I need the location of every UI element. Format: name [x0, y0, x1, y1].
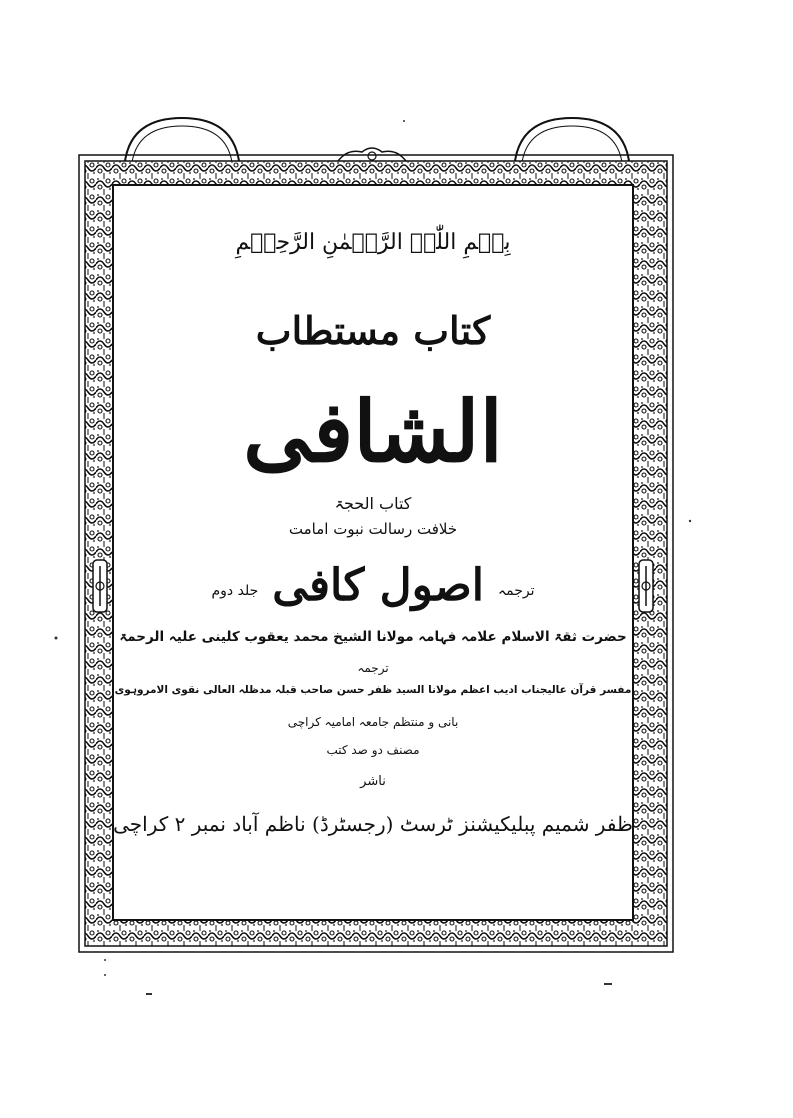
author-line: حضرت ثقۃ الاسلام علامہ فہامہ مولانا الشیخ محمد یعقوب کلینی علیہ الرحمۃ	[119, 629, 627, 645]
side-clasp-right	[639, 560, 653, 612]
book-topics: خلافت رسالت نبوت امامت	[288, 520, 458, 538]
translated-by-label: ترجمہ	[357, 661, 389, 675]
book-subtitle: کتاب الحجۃ	[334, 494, 412, 513]
book-title-main: الشافی	[243, 382, 503, 481]
book-title-line1: کتاب مستطاب	[255, 308, 491, 353]
publisher-name: ظفر شمیم پبلیکیشنز ٹرسٹ (رجسٹرڈ) ناظم آباد نمبر ۲ کراچی	[113, 812, 633, 836]
side-clasp-left	[93, 560, 107, 612]
usool-title: اصول کافی	[272, 560, 484, 611]
publisher-label: ناشر	[360, 774, 386, 789]
translation-prefix: ترجمہ	[497, 583, 535, 599]
usool-title-row	[113, 558, 633, 611]
volume-label: جلد دوم	[211, 583, 259, 599]
bismillah: بِسۡمِ اللّٰہِ الرَّحۡمٰنِ الرَّحِیۡمِ	[235, 230, 511, 255]
translator-works: مصنف دو صد کتب	[326, 743, 420, 757]
translator-role: بانی و منتظم جامعہ امامیہ کراچی	[287, 715, 459, 729]
translator-line: مفسر قرآن عالیجناب ادیب اعظم مولانا السید ظفر حسن صاحب قبلہ مدظلہ العالی نقوی الامروہوی	[114, 684, 632, 696]
